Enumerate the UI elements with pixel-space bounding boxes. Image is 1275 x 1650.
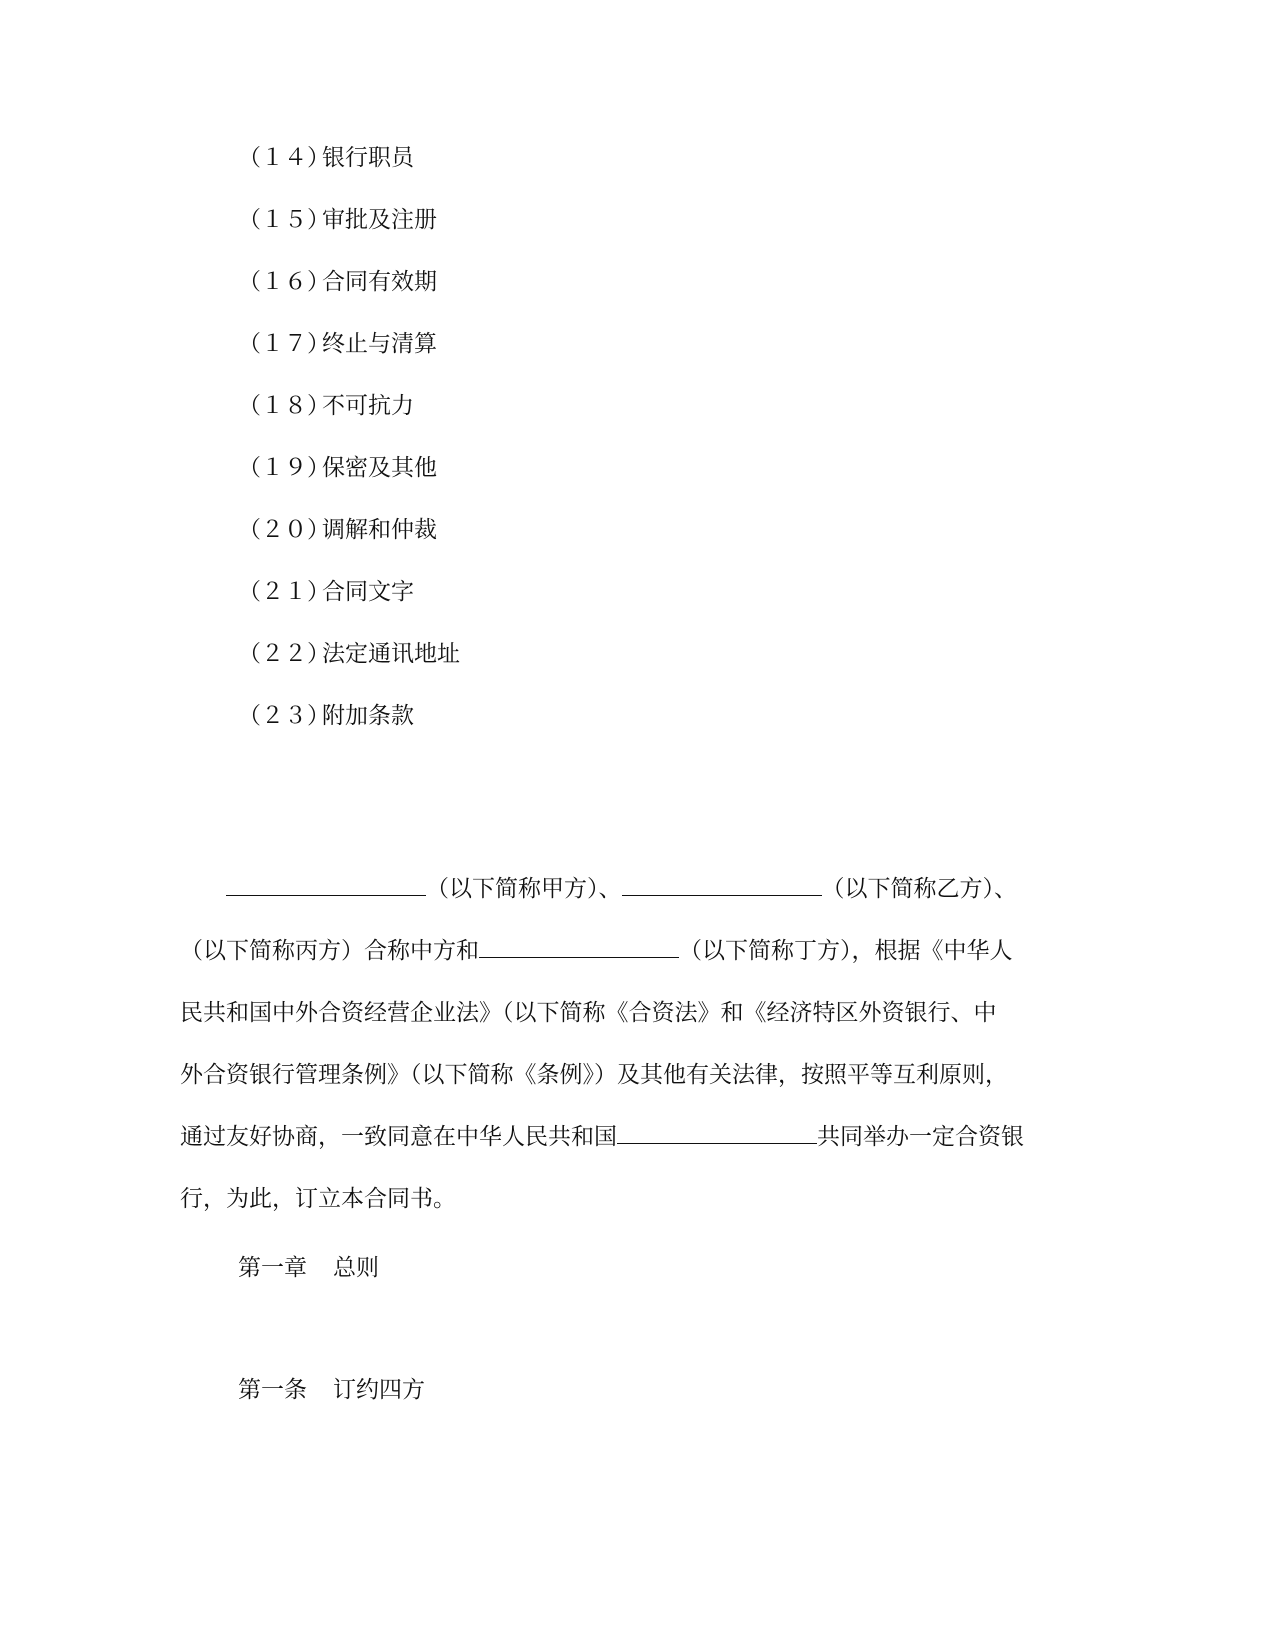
- item-number: （２２）: [238, 641, 330, 667]
- preamble-text: 通过友好协商，一致同意在中华人民共和国: [180, 1124, 617, 1150]
- chapter-title: 总则: [333, 1255, 379, 1281]
- blank-party-a[interactable]: [226, 875, 426, 896]
- item-label: 调解和仲裁: [322, 517, 437, 543]
- preamble-line-5: [180, 1106, 1100, 1168]
- item-label: 银行职员: [322, 145, 414, 171]
- chapter-number: 第一章: [238, 1255, 307, 1281]
- blank-party-b[interactable]: [622, 875, 822, 896]
- blank-party-d[interactable]: [479, 937, 679, 958]
- list-item: [238, 514, 460, 576]
- preamble-text: （以下简称丙方）合称中方和: [180, 938, 479, 964]
- item-label: 法定通讯地址: [322, 641, 460, 667]
- item-number: （１４）: [238, 145, 330, 171]
- list-item: [238, 576, 460, 638]
- list-item: [238, 638, 460, 700]
- blank-location[interactable]: [617, 1123, 817, 1144]
- preamble-line-6: 行，为此，订立本合同书。: [180, 1186, 456, 1212]
- item-label: 合同文字: [322, 579, 414, 605]
- article-heading: [238, 1374, 425, 1406]
- item-number: （２０）: [238, 517, 330, 543]
- list-item: [238, 390, 460, 452]
- preamble-paragraph: [180, 858, 1100, 1230]
- list-item: [238, 700, 460, 762]
- item-number: （１６）: [238, 269, 330, 295]
- list-item: [238, 142, 460, 204]
- item-label: 合同有效期: [322, 269, 437, 295]
- item-label: 保密及其他: [322, 455, 437, 481]
- preamble-line-3: 民共和国中外合资经营企业法》（以下简称《合资法》和《经济特区外资银行、中: [180, 1000, 997, 1026]
- preamble-text: （以下简称甲方）、: [426, 876, 622, 902]
- article-number: 第一条: [238, 1377, 307, 1403]
- item-number: （１８）: [238, 393, 330, 419]
- list-item: [238, 452, 460, 514]
- preamble-text: （以下简称乙方）、: [821, 876, 1017, 902]
- item-label: 附加条款: [322, 703, 414, 729]
- item-number: （１５）: [238, 207, 330, 233]
- article-title: 订约四方: [333, 1377, 425, 1403]
- contents-list: [238, 142, 460, 762]
- item-number: （２１）: [238, 579, 330, 605]
- list-item: [238, 204, 460, 266]
- list-item: [238, 266, 460, 328]
- item-label: 终止与清算: [322, 331, 437, 357]
- item-number: （１７）: [238, 331, 330, 357]
- item-number: （１９）: [238, 455, 330, 481]
- preamble-line-4: 外合资银行管理条例》（以下简称《条例》）及其他有关法律，按照平等互利原则，: [180, 1062, 1008, 1088]
- item-label: 不可抗力: [322, 393, 414, 419]
- item-label: 审批及注册: [322, 207, 437, 233]
- item-number: （２３）: [238, 703, 330, 729]
- preamble-text: 共同举办一定合资银: [817, 1124, 1024, 1150]
- preamble-line-2: [180, 920, 1100, 982]
- preamble-text: （以下简称丁方），根据《中华人: [679, 938, 1013, 964]
- preamble-line-1: [180, 858, 1100, 920]
- list-item: [238, 328, 460, 390]
- chapter-heading: [238, 1252, 379, 1284]
